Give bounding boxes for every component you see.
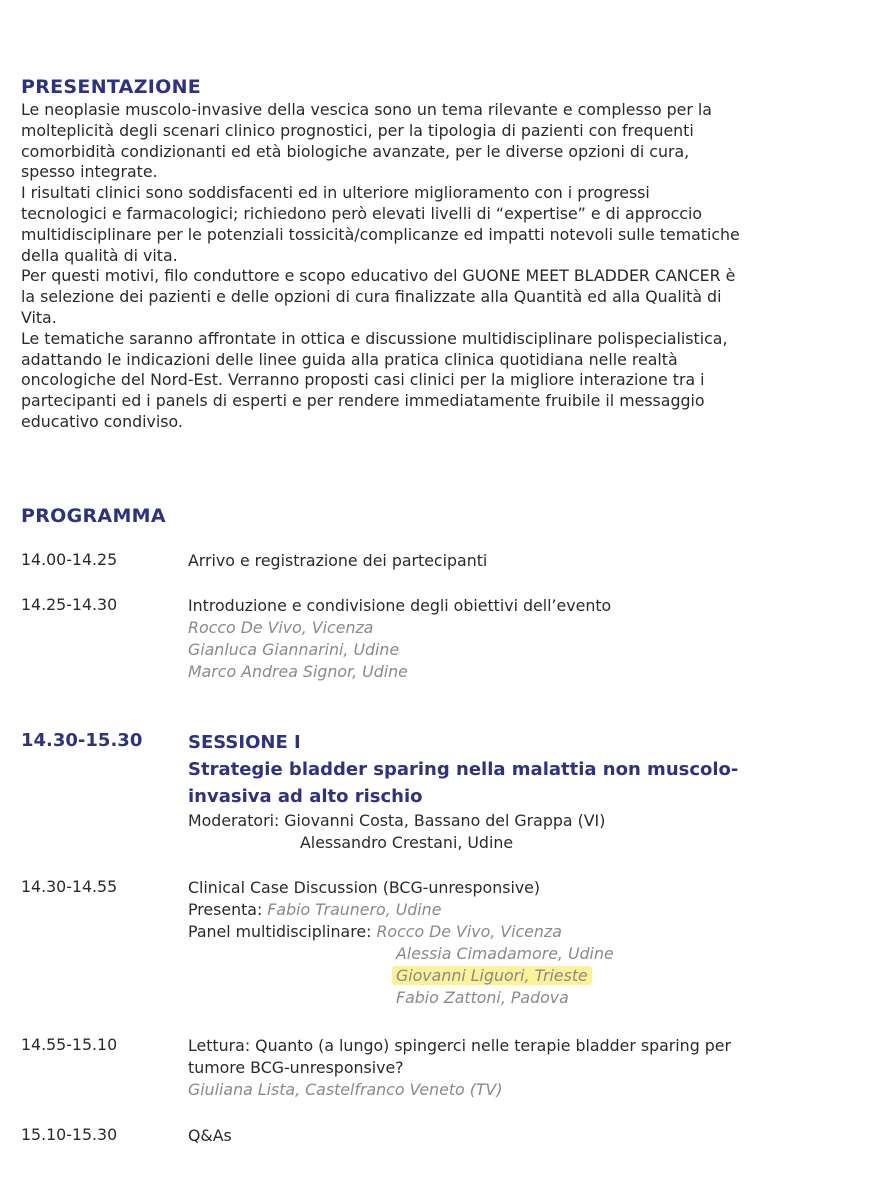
session-content: [188, 730, 838, 854]
speaker: Fabio Zattoni, Padova: [396, 988, 569, 1007]
item-content: [188, 1125, 838, 1147]
panel-line: [188, 943, 838, 965]
speaker: Fabio Traunero, Udine: [267, 900, 442, 919]
item-title: Clinical Case Discussion (BCG-unresponsive): [188, 878, 541, 897]
panel-line: [188, 921, 838, 943]
item-content: [188, 877, 838, 1009]
speaker: Rocco De Vivo, Vicenza: [188, 618, 374, 637]
presenta-label: Presenta:: [188, 900, 268, 919]
speaker: Rocco De Vivo, Vicenza: [376, 922, 562, 941]
highlighted-speaker: Giovanni Liguori, Trieste: [392, 966, 592, 985]
intro-line: partecipanti ed i panels di esperti e per rendere immediatamente fruibile il messaggio: [21, 391, 705, 411]
panel-label: Panel multidisciplinare:: [188, 922, 377, 941]
panel-line: [188, 987, 838, 1009]
panel-list: [188, 921, 838, 1009]
speaker: Giuliana Lista, Castelfranco Veneto (TV): [188, 1080, 503, 1099]
intro-line: Per questi motivi, filo conduttore e scopo educativo del GUONE MEET BLADDER CANCER è: [21, 266, 736, 286]
intro-line: tecnologici e farmacologici; richiedono però elevati livelli di “expertise” e di approccio: [21, 203, 703, 223]
intro-line: I risultati clinici sono soddisfacenti ed in ulteriore miglioramento con i progressi: [21, 183, 650, 203]
speaker: Gianluca Giannarini, Udine: [188, 640, 400, 659]
presentazione-text: [21, 100, 851, 433]
item-content: [188, 1035, 838, 1101]
speaker: Marco Andrea Signor, Udine: [188, 662, 408, 681]
presenta-line: [188, 899, 838, 921]
intro-line: molteplicità degli scenari clinico prognostici, per la tipologia di pazienti con frequenti: [21, 120, 694, 140]
intro-line: oncologiche del Nord-Est. Verranno proposti casi clinici per la migliore interazione tra i: [21, 370, 705, 390]
session-time: 14.30-15.30: [21, 730, 143, 751]
panel-line: [188, 965, 838, 987]
time-slot: 14.25-14.30: [21, 595, 118, 614]
session-title: SESSIONE I: [188, 732, 301, 753]
intro-line: multidisciplinare per le potenziali tossicità/complicanze ed impatti notevoli sulle tematiche: [21, 224, 740, 244]
item-content: [188, 550, 838, 572]
moderatori-line: Moderatori: Giovanni Costa, Bassano del Grappa (VI): [188, 811, 606, 830]
intro-line: adattando le indicazioni delle linee guida alla pratica clinica quotidiana nelle realtà: [21, 349, 678, 369]
time-slot: 14.30-14.55: [21, 877, 118, 896]
speaker: Alessia Cimadamore, Udine: [396, 944, 614, 963]
intro-line: comorbidità condizionanti ed età biologiche avanzate, per le diverse opzioni di cura,: [21, 141, 690, 161]
time-slot: 14.55-15.10: [21, 1035, 118, 1054]
item-content: [188, 595, 838, 683]
programma-heading: PROGRAMMA: [21, 505, 166, 527]
session-subtitle: Strategie bladder sparing nella malattia non muscolo-: [188, 759, 739, 780]
item-title: tumore BCG-unresponsive?: [188, 1058, 404, 1077]
intro-line: Le neoplasie muscolo-invasive della vescica sono un tema rilevante e complesso per la: [21, 100, 712, 119]
intro-line: Vita.: [21, 307, 57, 327]
time-slot: 15.10-15.30: [21, 1125, 118, 1144]
time-slot: 14.00-14.25: [21, 550, 118, 569]
moderatori-line: Alessandro Crestani, Udine: [300, 833, 514, 852]
intro-line: spesso integrate.: [21, 162, 158, 182]
intro-line: della qualità di vita.: [21, 245, 178, 265]
intro-line: Le tematiche saranno affrontate in ottica e discussione multidisciplinare polispecialistica,: [21, 328, 728, 348]
intro-line: educativo condiviso.: [21, 411, 183, 431]
item-title: Arrivo e registrazione dei partecipanti: [188, 551, 488, 570]
item-title: Lettura: Quanto (a lungo) spingerci nelle terapie bladder sparing per: [188, 1036, 731, 1055]
item-title: Introduzione e condivisione degli obiettivi dell’evento: [188, 596, 612, 615]
intro-line: la selezione dei pazienti e delle opzioni di cura finalizzate alla Quantità ed alla Qualità di: [21, 287, 722, 307]
session-subtitle: invasiva ad alto rischio: [188, 786, 423, 807]
item-title: Q&As: [188, 1126, 232, 1145]
presentazione-heading: PRESENTAZIONE: [21, 76, 202, 98]
